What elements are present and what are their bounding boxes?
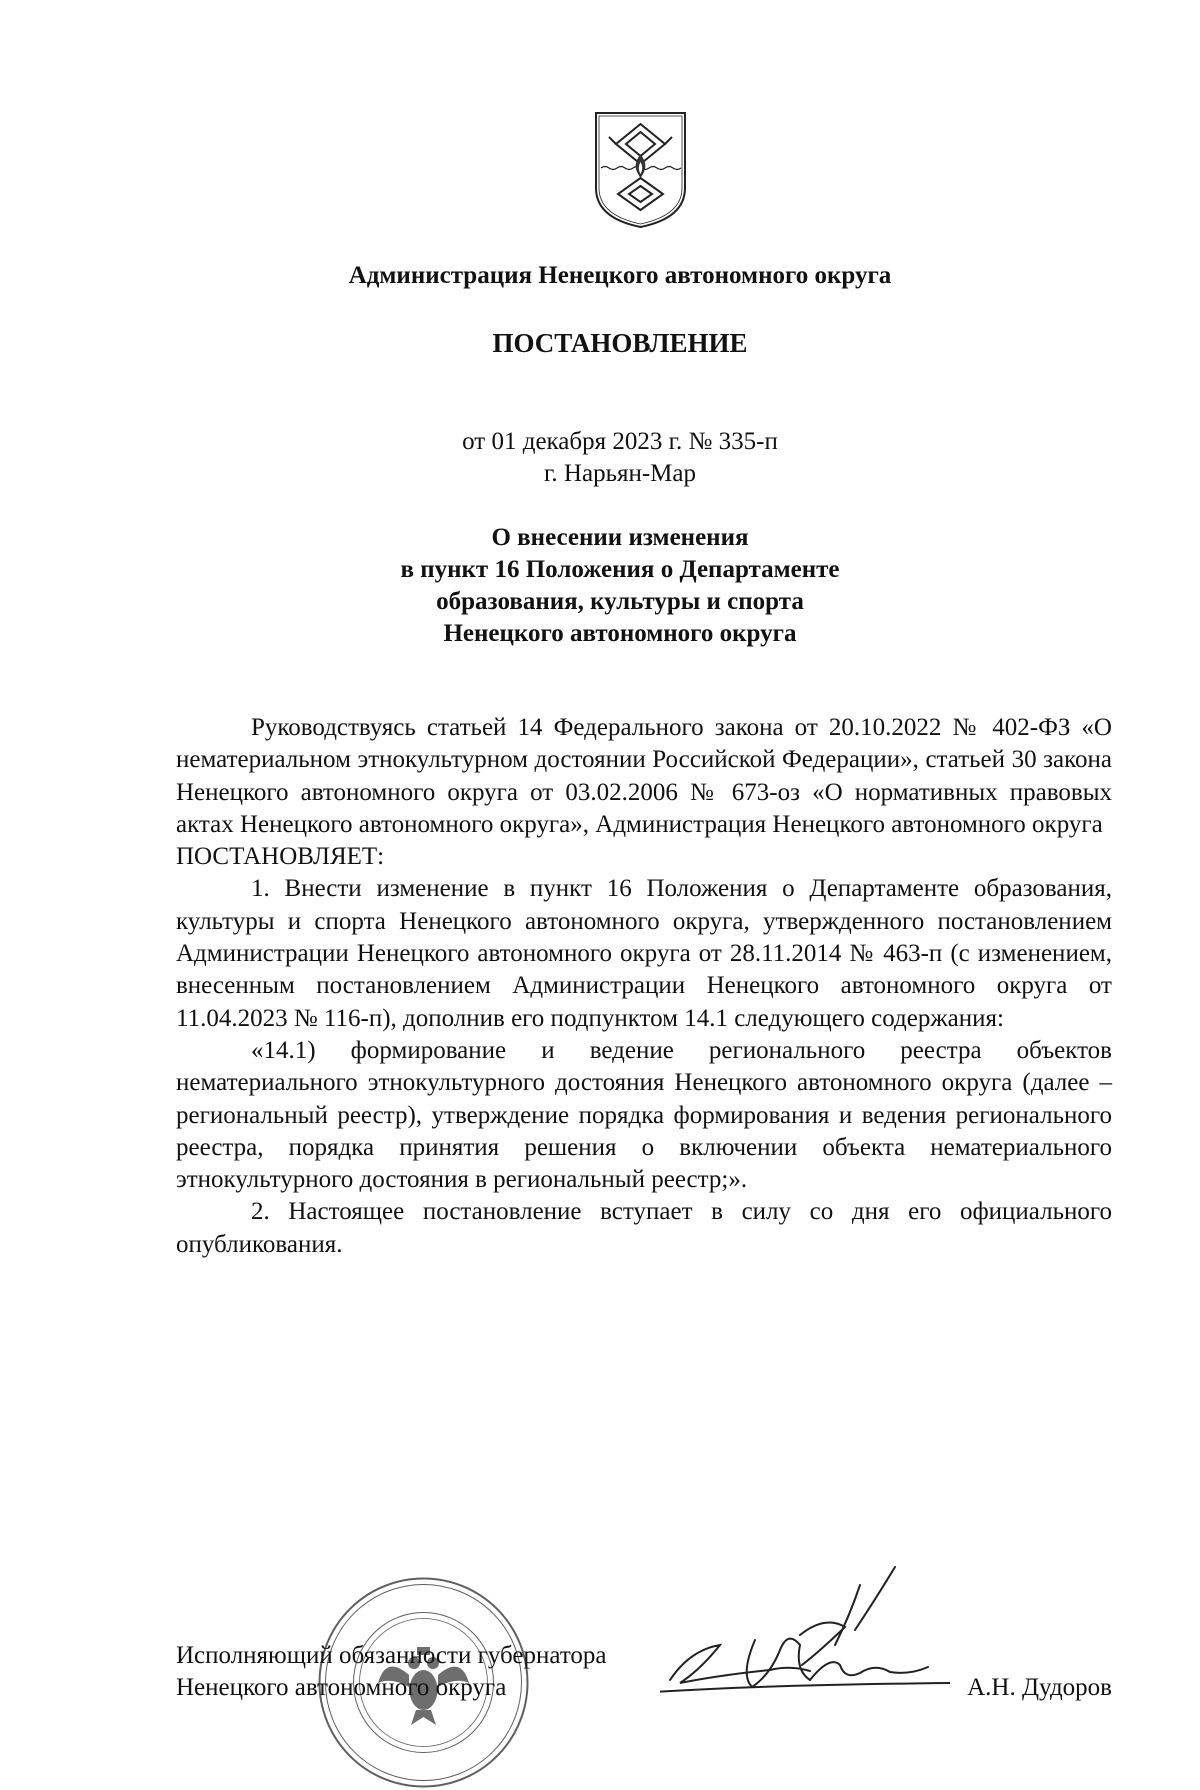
document-body	[176, 712, 1112, 1261]
item-1-paragraph: 1. Внести изменение в пункт 16 Положения о Департаменте образования, культуры и спорта Ненецкого автономного округа, утвержденного постановлением Администрации Ненецкого автономного округа от 28.11.2014 № 463-п (с изменением, внесенным постановлением Администрации Ненецкого автономного округа от 11.04.2023 № 116-п), дополнив его подпунктом 14.1 следующего содержания:	[176, 875, 1112, 1032]
resolves-paragraph: ПОСТАНОВЛЯЕТ:	[176, 843, 385, 871]
signer-position-line: Ненецкого автономного округа	[176, 1674, 507, 1701]
subject-line: О внесении изменения	[491, 524, 749, 551]
document-date-number: от 01 декабря 2023 г. № 335-п	[462, 428, 778, 455]
signature-block	[176, 1640, 1112, 1704]
signer-position-line: Исполняющий обязанности губернатора	[176, 1642, 607, 1669]
document-type-title: ПОСТАНОВЛЕНИЕ	[492, 328, 748, 358]
item-1-quote-paragraph: «14.1) формирование и ведение регионального реестра объектов нематериального этнокультурного достояния Ненецкого автономного округа (далее – региональный реестр), утверждение порядка формирования и ведения регионального реестра, порядка принятия решения о включении объекта нематериального этнокультурного достояния в региональный реестр;».	[176, 1036, 1112, 1194]
coat-of-arms-icon	[593, 110, 688, 230]
preamble-paragraph: Руководствуясь статьей 14 Федерального закона от 20.10.2022 № 402-ФЗ «О нематериальном этнокультурном достоянии Российской Федерации», статьей 30 закона Ненецкого автономного округа от 03.02.2006 № 673-оз «О нормативных правовых актах Ненецкого автономного округа», Администрация Ненецкого автономного округа	[176, 714, 1112, 838]
subject-line: образования, культуры и спорта	[436, 588, 804, 615]
signer-name: А.Н. Дудоров	[967, 1674, 1112, 1701]
organization-title: Администрация Ненецкого автономного округа	[348, 262, 892, 289]
document-subject	[0, 522, 1200, 650]
subject-line: в пункт 16 Положения о Департаменте	[400, 556, 840, 583]
item-2-paragraph: 2. Настоящее постановление вступает в силу со дня его официального опубликования.	[176, 1198, 1112, 1258]
subject-line: Ненецкого автономного округа	[443, 620, 797, 647]
document-city: г. Нарьян-Мар	[543, 460, 696, 487]
